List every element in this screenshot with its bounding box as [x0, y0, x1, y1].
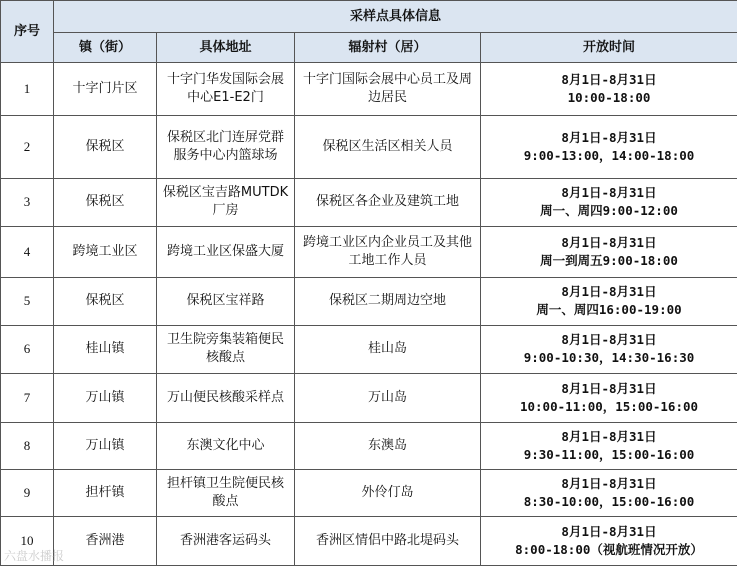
row-village: 保税区二期周边空地 — [295, 278, 481, 325]
row-village: 十字门国际会展中心员工及周边居民 — [295, 63, 481, 116]
row-address: 香洲港客运码头 — [157, 517, 295, 566]
row-time — [481, 374, 737, 422]
row-address: 保税区宝吉路MUTDK厂房 — [157, 179, 295, 226]
header-town: 镇（街） — [54, 33, 157, 63]
row-time-hours: 周一、周四16:00-19:00 — [536, 302, 682, 318]
row-time-hours: 10:00-18:00 — [567, 89, 651, 105]
row-time-dates: 8月1日-8月31日 — [561, 71, 657, 87]
row-time — [481, 278, 737, 325]
row-time-dates: 8月1日-8月31日 — [561, 428, 657, 444]
header-address: 具体地址 — [157, 33, 295, 63]
row-seq: 5 — [1, 278, 54, 325]
row-time-dates: 8月1日-8月31日 — [561, 476, 657, 492]
row-seq: 7 — [1, 374, 54, 422]
row-time-dates: 8月1日-8月31日 — [561, 284, 657, 300]
table-row — [1, 63, 737, 116]
table-row — [1, 226, 737, 278]
row-time-hours: 周一、周四9:00-12:00 — [540, 203, 678, 219]
row-time-dates: 8月1日-8月31日 — [561, 332, 657, 348]
header-group: 采样点具体信息 — [54, 1, 737, 33]
row-town: 保税区 — [54, 179, 157, 226]
row-town: 保税区 — [54, 278, 157, 325]
row-time-hours: 8:30-10:00，15:00-16:00 — [523, 494, 695, 510]
row-seq: 9 — [1, 469, 54, 516]
row-village: 东澳岛 — [295, 422, 481, 469]
row-address: 跨境工业区保盛大厦 — [157, 226, 295, 278]
row-time — [481, 325, 737, 373]
table-row — [1, 517, 737, 566]
row-time — [481, 469, 737, 516]
row-time-hours: 周一到周五9:00-18:00 — [540, 252, 678, 268]
row-town: 保税区 — [54, 115, 157, 179]
row-time-hours: 8:00-18:00（视航班情况开放） — [515, 542, 703, 558]
row-seq: 2 — [1, 115, 54, 179]
row-town: 桂山镇 — [54, 325, 157, 373]
row-time-hours: 9:00-13:00，14:00-18:00 — [523, 147, 695, 163]
row-town: 跨境工业区 — [54, 226, 157, 278]
row-village: 保税区各企业及建筑工地 — [295, 179, 481, 226]
row-address: 卫生院旁集装箱便民核酸点 — [157, 325, 295, 373]
table-row — [1, 325, 737, 373]
row-time-dates: 8月1日-8月31日 — [561, 185, 657, 201]
row-town: 万山镇 — [54, 422, 157, 469]
row-time-hours: 9:00-10:30，14:30-16:30 — [523, 350, 695, 366]
row-address: 十字门华发国际会展中心E1-E2门 — [157, 63, 295, 116]
row-seq: 10 — [1, 517, 54, 566]
row-time-dates: 8月1日-8月31日 — [561, 234, 657, 250]
table-row — [1, 422, 737, 469]
row-village: 外伶仃岛 — [295, 469, 481, 516]
table-row — [1, 469, 737, 516]
row-seq: 4 — [1, 226, 54, 278]
header-seq: 序号 — [1, 1, 54, 63]
row-time-dates: 8月1日-8月31日 — [561, 524, 657, 540]
table-row — [1, 374, 737, 422]
table-row — [1, 115, 737, 179]
row-time — [481, 63, 737, 116]
row-town: 十字门片区 — [54, 63, 157, 116]
row-address: 万山便民核酸采样点 — [157, 374, 295, 422]
row-address: 担杆镇卫生院便民核酸点 — [157, 469, 295, 516]
row-seq: 1 — [1, 63, 54, 116]
header-time: 开放时间 — [481, 33, 737, 63]
row-time — [481, 115, 737, 179]
row-seq: 6 — [1, 325, 54, 373]
row-address: 东澳文化中心 — [157, 422, 295, 469]
row-town: 香洲港 — [54, 517, 157, 566]
row-time-dates: 8月1日-8月31日 — [561, 129, 657, 145]
row-time — [481, 226, 737, 278]
row-time-dates: 8月1日-8月31日 — [561, 380, 657, 396]
row-address: 保税区北门连屏党群服务中心内篮球场 — [157, 115, 295, 179]
row-time — [481, 179, 737, 226]
row-time — [481, 517, 737, 566]
row-seq: 8 — [1, 422, 54, 469]
row-time-hours: 9:30-11:00，15:00-16:00 — [523, 446, 695, 462]
row-time-hours: 10:00-11:00，15:00-16:00 — [519, 398, 699, 414]
row-village: 保税区生活区相关人员 — [295, 115, 481, 179]
table-row — [1, 179, 737, 226]
table-row — [1, 278, 737, 325]
row-address: 保税区宝祥路 — [157, 278, 295, 325]
row-town: 万山镇 — [54, 374, 157, 422]
row-town: 担杆镇 — [54, 469, 157, 516]
row-village: 跨境工业区内企业员工及其他工地工作人员 — [295, 226, 481, 278]
watermark-text: 六盘水播报 — [4, 549, 65, 563]
row-time — [481, 422, 737, 469]
row-village: 桂山岛 — [295, 325, 481, 373]
header-village: 辐射村（居） — [295, 33, 481, 63]
row-seq: 3 — [1, 179, 54, 226]
row-village: 香洲区情侣中路北堤码头 — [295, 517, 481, 566]
row-village: 万山岛 — [295, 374, 481, 422]
